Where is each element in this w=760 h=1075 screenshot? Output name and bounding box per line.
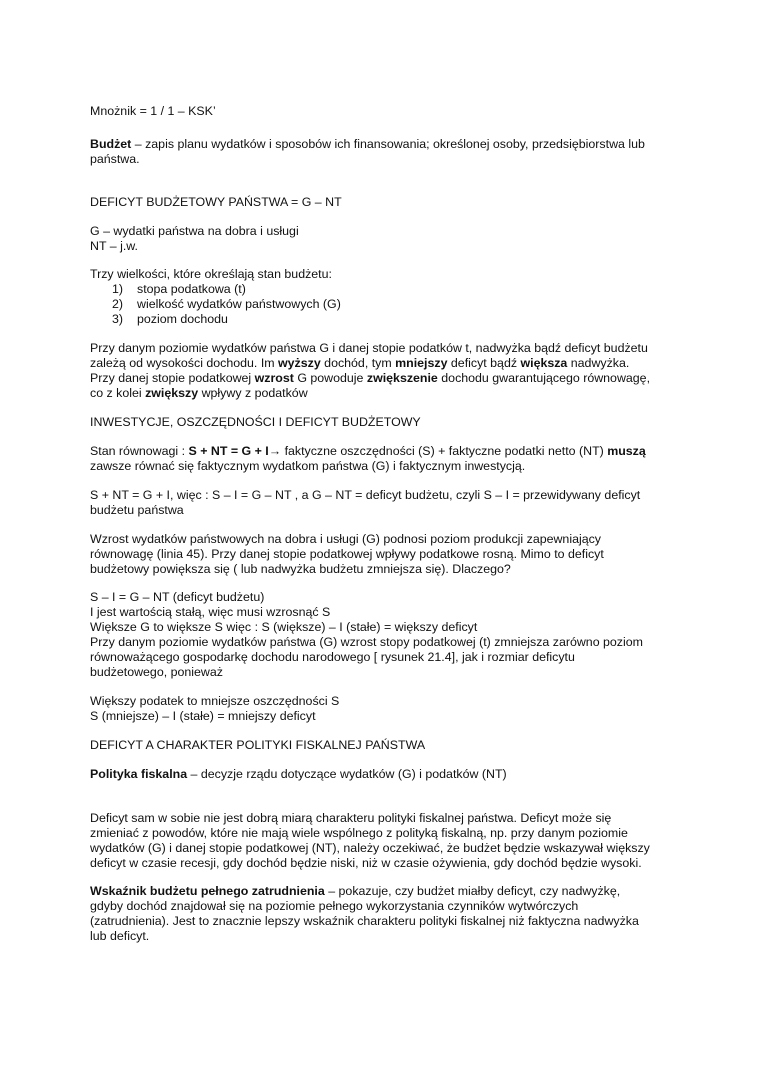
paragraph-4-line-2: równowagę (linia 45). Przy danej stopie podatkowej wpływy podatkowe rosną. Mimo to deficyt (90, 547, 604, 561)
fiscal-policy-definition: Polityka fiskalna – decyzje rządu dotyczące wydatków (G) i podatków (NT) (90, 767, 507, 781)
multiplier-formula: Mnożnik = 1 / 1 – KSK’ (90, 104, 216, 118)
paragraph-8-line-1: Wskaźnik budżetu pełnego zatrudnienia – pokazuje, czy budżet miałby deficyt, czy nadwyżkę, (90, 884, 621, 898)
paragraph-7-line-4: deficyt w czasie recesji, gdy dochód będzie niski, niż w czasie ożywienia, gdy dochód będzie wysoki. (90, 856, 642, 870)
paragraph-8-line-3: (zatrudnienia). Jest to znacznie lepszy wskaźnik charakteru polityki fiskalnej niż faktyczna nadwyżka (90, 914, 639, 928)
heading-investment: INWESTYCJE, OSZCZĘDNOŚCI I DEFICYT BUDŻETOWY (90, 415, 421, 429)
paragraph-5-line-1: S – I = G – NT (deficyt budżetu) (90, 590, 265, 604)
paragraph-5-line-2: I jest wartością stałą, więc musi wzrosnąć S (90, 605, 331, 619)
paragraph-4-line-1: Wzrost wydatków państwowych na dobra i usługi (G) podnosi poziom produkcji zapewniający (90, 532, 602, 546)
paragraph-5-line-5: równoważącego gospodarkę dochodu narodowego [ rysunek 21.4], jak i rozmiar deficytu (90, 650, 575, 664)
paragraph-2-line-1: Stan równowagi : S + NT = G + I→ faktyczne oszczędności (S) + faktyczne podatki netto (NT) muszą (90, 444, 646, 458)
paragraph-3-line-2: budżetu państwa (90, 503, 184, 517)
paragraph-1-line-2: zależą od wysokości dochodu. Im wyższy dochód, tym mniejszy deficyt bądź większa nadwyżka. (90, 356, 630, 370)
nt-definition: NT – j.w. (90, 239, 138, 253)
paragraph-8-line-4: lub deficyt. (90, 929, 150, 943)
paragraph-7-line-2: zmieniać z powodów, które nie mają wiele wspólnego z polityką fiskalną, np. przy danym poziomie (90, 826, 628, 840)
paragraph-5-line-6: budżetowego, ponieważ (90, 665, 223, 679)
paragraph-5-line-4: Przy danym poziomie wydatków państwa (G) wzrost stopy podatkowej (t) zmniejsza zarówno poziom (90, 635, 643, 649)
paragraph-3-line-1: S + NT = G + I, więc : S – I = G – NT , a G – NT = deficyt budżetu, czyli S – I = przewidywany deficyt (90, 488, 641, 502)
fiscal-policy-term: Polityka fiskalna (90, 767, 188, 781)
paragraph-8-line-2: gdyby dochód znajdował się na poziomie pełnego wykorzystania czynników wytwórczych (90, 899, 579, 913)
paragraph-5-line-3: Większe G to większe S więc : S (większe) – I (stałe) = większy deficyt (90, 620, 478, 634)
full-employment-term: Wskaźnik budżetu pełnego zatrudnienia (90, 884, 325, 898)
budget-definition-line-1: Budżet – zapis planu wydatków i sposobów ich finansowania; określonej osoby, przedsiębiorstwa lub (90, 137, 645, 151)
budget-definition-line-2: państwa. (90, 152, 140, 166)
paragraph-4-line-3: budżetowy powiększa się ( lub nadwyżka budżetu zmniejsza się). Dlaczego? (90, 562, 511, 576)
heading-fiscal-policy: DEFICYT A CHARAKTER POLITYKI FISKALNEJ PAŃSTWA (90, 738, 426, 752)
document-page: Mnożnik = 1 / 1 – KSK’ Budżet – zapis planu wydatków i sposobów ich finansowania; określonej osoby, przedsiębiorstwa lub państwa. DEFICYT BUDŻETOWY PAŃSTWA = G – NT G – wydatki państwa na dobra i usługi NT – j.w. Trzy wielkości, które określają stan budżetu: 1) stopa podatkowa (t) 2) wielkość wydatków państwowych (G) 3) poziom dochodu Przy danym poziomie wydatków państwa G i danej stopie podatków t, nadwyżka bądź deficyt budżetu zależą od wysokości dochodu. Im wyższy dochód, tym mniejszy deficyt bądź większa nadwyżka. Przy danej stopie podatkowej wzrost G powoduje zwiększenie dochodu gwarantującego równowagę, co z kolei zwiększy wpływy z podatków INWESTYCJE, OSZCZĘDNOŚCI I DEFICYT BUDŻETOWY Stan równowagi : S + NT = G + I→ faktyczne oszczędności (S) + faktyczne podatki netto (NT) muszą zawsze równać się faktycznym wydatkom państwa (G) i faktycznym inwestycją. S + NT = G + I, więc : S – I = G – NT , a G – NT = deficyt budżetu, czyli S – I = przewidywany deficyt budżetu państwa Wzrost wydatków państwowych na dobra i usługi (G) podnosi poziom produkcji zapewniający równowagę (linia 45). Przy danej stopie podatkowej wpływy podatkowe rosną. Mimo to deficyt budżetowy powiększa się ( lub nadwyżka budżetu zmniejsza się). Dlaczego? S – I = G – NT (deficyt budżetu) I jest wartością stałą, więc musi wzrosnąć S Większe G to większe S więc : S (większe) – I (stałe) = większy deficyt Przy danym poziomie wydatków państwa (G) wzrost stopy podatkowej (t) zmniejsza zarówno poziom równoważącego gospodarkę dochodu narodowego [ rysunek 21.4], jak i rozmiar deficytu budżetowego, ponieważ Większy podatek to mniejsze oszczędności S S (mniejsze) – I (stałe) = mniejszy deficyt DEFICYT A CHARAKTER POLITYKI FISKALNEJ PAŃSTWA Polityka fiskalna – decyzje rządu dotyczące wydatków (G) i podatków (NT) Deficyt sam w sobie nie jest dobrą miarą charakteru polityki fiskalnej państwa. Deficyt może się zmieniać z powodów, które nie mają wiele wspólnego z polityką fiskalną, np. przy danym poziomie wydatków (G) i danej stopie podatkowej (NT), należy oczekiwać, że budżet będzie wskazywał większy deficyt w czasie recesji, gdy dochód będzie niski, niż w czasie ożywienia, gdy dochód będzie wysoki. Wskaźnik budżetu pełnego zatrudnienia – pokazuje, czy budżet miałby deficyt, czy nadwyżkę, gdyby dochód znajdował się na poziomie pełnego wykorzystania czynników wytwórczych (zatrudnienia). Jest to znacznie lepszy wskaźnik charakteru polityki fiskalnej niż faktyczna nadwyżka lub deficyt. (90, 104, 651, 943)
three-quantities-intro: Trzy wielkości, które określają stan budżetu: (90, 267, 332, 281)
heading-deficit: DEFICYT BUDŻETOWY PAŃSTWA = G – NT (90, 195, 342, 209)
paragraph-7-line-1: Deficyt sam w sobie nie jest dobrą miarą charakteru polityki fiskalnej państwa. Deficyt może się (90, 811, 612, 825)
paragraph-1-line-3: Przy danej stopie podatkowej wzrost G powoduje zwiększenie dochodu gwarantującego równowagę, (90, 371, 651, 385)
paragraph-7-line-3: wydatków (G) i danej stopie podatkowej (NT), należy oczekiwać, że budżet będzie wskazywał większy (90, 841, 650, 855)
budget-term: Budżet (90, 137, 132, 151)
paragraph-6-line-1: Większy podatek to mniejsze oszczędności S (90, 694, 340, 708)
paragraph-2-line-2: zawsze równać się faktycznym wydatkom państwa (G) i faktycznym inwestycją. (90, 459, 526, 473)
g-definition: G – wydatki państwa na dobra i usługi (90, 224, 299, 238)
paragraph-1-line-4: co z kolei zwiększy wpływy z podatków (90, 386, 308, 400)
paragraph-1-line-1: Przy danym poziomie wydatków państwa G i danej stopie podatków t, nadwyżka bądź deficyt budżetu (90, 341, 648, 355)
paragraph-6-line-2: S (mniejsze) – I (stałe) = mniejszy deficyt (90, 709, 316, 723)
